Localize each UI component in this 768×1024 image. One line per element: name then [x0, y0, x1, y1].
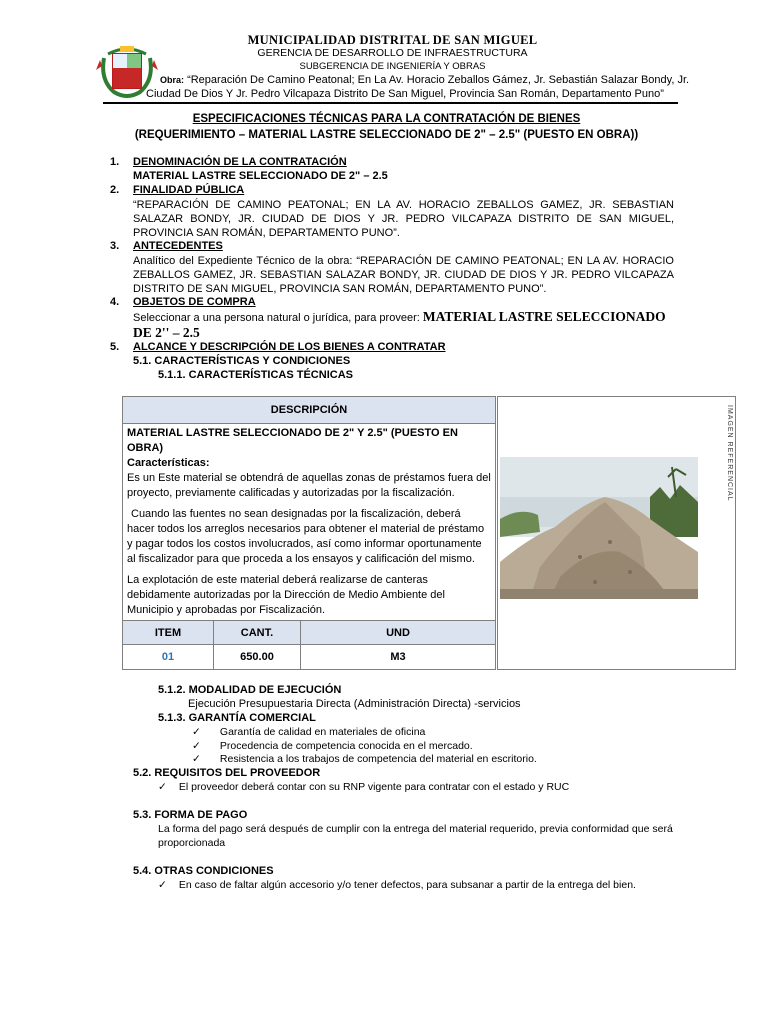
- section-5-1-1-title: 5.1.1. CARACTERÍSTICAS TÉCNICAS: [158, 369, 353, 381]
- check-icon: ✓: [158, 781, 167, 793]
- section-5-1-2-text: Ejecución Presupuestaria Directa (Administración Directa) -servicios: [188, 698, 521, 710]
- table-description-cell: [123, 424, 496, 621]
- imagen-referencial-label: IMAGEN REFERENCIAL: [726, 405, 733, 502]
- section-5-number: 5.: [110, 341, 120, 353]
- subgerencia-line: SUBGERENCIA DE INGENIERÍA Y OBRAS: [299, 61, 486, 72]
- section-1-number: 1.: [110, 156, 120, 168]
- section-2-text: “REPARACIÓN DE CAMINO PEATONAL; EN LA AV. HORACIO ZEBALLOS GAMEZ, JR. SEBASTIAN SALAZAR BONDY, JR. CIUDAD DE DIOS Y JR. PEDRO VILCAPAZA DISTRITO DE SAN MIGUEL, PROVINCIA SAN ROMÁN, DEPARTAMENTO PUNO”.: [133, 199, 674, 239]
- section-5-4-title: 5.4. OTRAS CONDICIONES: [133, 865, 274, 877]
- table-paragraph-1: Es un Este material se obtendrá de aquellas zonas de préstamos fuera del proyecto, previamente calificadas y autorizadas por la fiscalización.: [127, 472, 491, 499]
- section-2-number: 2.: [110, 184, 120, 196]
- spec-table: [122, 396, 496, 670]
- row-cant-value: 650.00: [214, 645, 301, 670]
- check-icon: ✓: [192, 726, 201, 738]
- section-1-text: MATERIAL LASTRE SELECCIONADO DE 2" – 2.5: [133, 170, 388, 182]
- col-und-header: UND: [301, 621, 496, 645]
- section-5-3-text-1: La forma del pago será después de cumplir con la entrega del material requerido, previa conformidad que será: [158, 823, 673, 835]
- check-icon: ✓: [192, 740, 201, 752]
- section-4-lead: Seleccionar a una persona natural o jurídica, para proveer:: [133, 312, 420, 324]
- section-3-number: 3.: [110, 240, 120, 252]
- obra-line-1: [160, 74, 689, 86]
- section-4-material-cont: DE 2'' – 2.5: [133, 325, 200, 340]
- section-5-1-2-title: 5.1.2. MODALIDAD DE EJECUCIÓN: [158, 684, 342, 696]
- other-condition-item-1: [158, 879, 636, 891]
- guarantee-item-1: [192, 726, 425, 738]
- col-cant-header: CANT.: [214, 621, 301, 645]
- table-caracteristicas-label: Características:: [127, 457, 210, 469]
- obra-label: Obra:: [160, 75, 185, 85]
- table-header-descripcion: DESCRIPCIÓN: [123, 397, 496, 424]
- section-5-1-3-title: 5.1.3. GARANTÍA COMERCIAL: [158, 712, 316, 724]
- obra-line-2: Ciudad De Dios Y Jr. Pedro Vilcapaza Distrito De San Miguel, Provincia San Román, Departamento Puno”: [146, 88, 664, 100]
- table-paragraph-2: Cuando las fuentes no sean designadas por la fiscalización, deberá hacer todos los arreglos necesarios para obtener el material de préstamo y pagar todos los costos involucrados, así como informar oportunamente al fiscalizador para que proceda a los ensayos y calificación del mismo.: [127, 508, 485, 565]
- section-5-1-title: 5.1. CARACTERÍSTICAS Y CONDICIONES: [133, 355, 351, 367]
- section-4-material: MATERIAL LASTRE SELECCIONADO: [422, 309, 666, 324]
- section-4-number: 4.: [110, 296, 120, 308]
- section-3-text: Analítico del Expediente Técnico de la obra: “REPARACIÓN DE CAMINO PEATONAL; EN LA AV. HORACIO ZEBALLOS GAMEZ, JR. SEBASTIAN SALAZAR BONDY, JR. CIUDAD DE DIOS Y JR. PEDRO VILCAPAZA DISTRITO DE SAN MIGUEL, PROVINCIA SAN ROMÁN, DEPARTAMENTO PUNO”.: [133, 255, 674, 295]
- reference-photo: [500, 457, 698, 599]
- row-item-value: 01: [123, 645, 214, 670]
- row-und-value: M3: [301, 645, 496, 670]
- section-1-title: DENOMINACIÓN DE LA CONTRATACIÓN: [133, 156, 347, 168]
- check-icon: ✓: [192, 753, 201, 765]
- guarantee-item-3: [192, 753, 537, 765]
- section-4-title: OBJETOS DE COMPRA: [133, 296, 256, 308]
- check-icon: ✓: [158, 879, 167, 891]
- obra-text-1: “Reparación De Camino Peatonal; En La Av. Horacio Zeballos Gámez, Jr. Sebastián Salazar Bondy, Jr.: [187, 74, 690, 86]
- other-condition-text-1: En caso de faltar algún accesorio y/o tener defectos, para subsanar a partir de la entrega del bien.: [178, 879, 636, 891]
- guarantee-item-2: [192, 740, 473, 752]
- section-5-3-text-2: proporcionada: [158, 837, 226, 849]
- section-4-text: [133, 309, 666, 325]
- doc-title-line-2: (REQUERIMIENTO – MATERIAL LASTRE SELECCIONADO DE 2" – 2.5" (PUESTO EN OBRA)): [134, 129, 639, 141]
- section-5-2-title: 5.2. REQUISITOS DEL PROVEEDOR: [133, 767, 321, 779]
- table-paragraph-3: La explotación de este material deberá realizarse de canteras debidamente autorizadas por la Dirección de Medio Ambiente del Municipio y aprobadas por Fiscalización.: [127, 574, 445, 616]
- section-5-3-title: 5.3. FORMA DE PAGO: [133, 809, 248, 821]
- header-rule: [103, 102, 678, 104]
- guarantee-text-1: Garantía de calidad en materiales de oficina: [219, 726, 426, 738]
- section-5-title: ALCANCE Y DESCRIPCIÓN DE LOS BIENES A CONTRATAR: [133, 341, 446, 353]
- guarantee-text-3: Resistencia a los trabajos de competencia del material en escritorio.: [219, 753, 537, 765]
- municipality-title: MUNICIPALIDAD DISTRITAL DE SAN MIGUEL: [247, 33, 538, 47]
- doc-title-line-1: ESPECIFICACIONES TÉCNICAS PARA LA CONTRATACIÓN DE BIENES: [192, 113, 581, 125]
- col-item-header: ITEM: [123, 621, 214, 645]
- gerencia-line: GERENCIA DE DESARROLLO DE INFRAESTRUCTURA: [257, 47, 528, 59]
- requirement-text-1: El proveedor deberá contar con su RNP vigente para contratar con el estado y RUC: [178, 781, 570, 793]
- reference-photo-box: [497, 396, 736, 670]
- section-3-title: ANTECEDENTES: [133, 240, 223, 252]
- table-item-title: MATERIAL LASTRE SELECCIONADO DE 2" Y 2.5" (PUESTO EN OBRA): [127, 427, 458, 454]
- section-2-title: FINALIDAD PÚBLICA: [133, 184, 245, 196]
- requirement-item-1: [158, 781, 569, 793]
- guarantee-text-2: Procedencia de competencia conocida en el mercado.: [219, 740, 473, 752]
